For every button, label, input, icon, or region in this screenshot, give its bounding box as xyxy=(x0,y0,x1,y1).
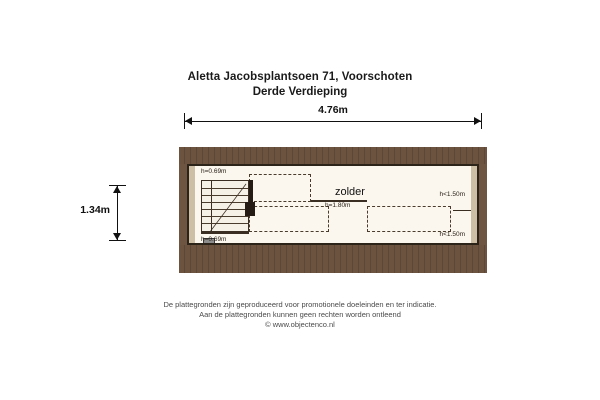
footer-line-2: Aan de plattegronden kunnen geen rechten worden ontleend xyxy=(199,310,401,319)
dimension-width xyxy=(182,104,484,126)
page-title xyxy=(0,70,600,100)
dimension-width-arrow-left-icon xyxy=(185,117,192,125)
footer-disclaimer xyxy=(0,300,600,330)
dimension-height xyxy=(80,182,148,244)
height-label-center: h=1.80m xyxy=(325,202,351,209)
dimension-width-arrow-right-icon xyxy=(474,117,481,125)
floorplan-drawing xyxy=(179,147,487,273)
title-floor: Derde Verdieping xyxy=(252,86,348,98)
dimension-height-label: 1.34m xyxy=(80,204,110,216)
exterior-wall-outline xyxy=(187,164,479,245)
roof-band-bottom xyxy=(179,245,487,273)
roof-band-top xyxy=(179,147,487,164)
height-label-bottom-left: h=0.69m xyxy=(201,236,227,243)
dimension-height-arrow-down-icon xyxy=(113,233,121,240)
title-address: Aletta Jacobsplantsoen 71, Voorschoten xyxy=(187,71,413,83)
dimension-height-arrow-up-icon xyxy=(113,186,121,193)
footer-line-1: De plattegronden zijn geproduceerd voor promotionele doeleinden en ter indicatie. xyxy=(163,300,437,309)
footer-line-3: © www.objectenco.nl xyxy=(265,320,335,329)
dimension-width-label: 4.76m xyxy=(318,104,348,116)
dimension-width-line xyxy=(184,121,482,122)
height-label-right-bottom: h<1.50m xyxy=(439,231,465,238)
height-label-right-top: h<1.50m xyxy=(439,191,465,198)
attic-interior xyxy=(187,164,479,245)
height-label-top-left: h=0.69m xyxy=(201,168,227,175)
room-label-zolder: zolder xyxy=(335,186,365,198)
